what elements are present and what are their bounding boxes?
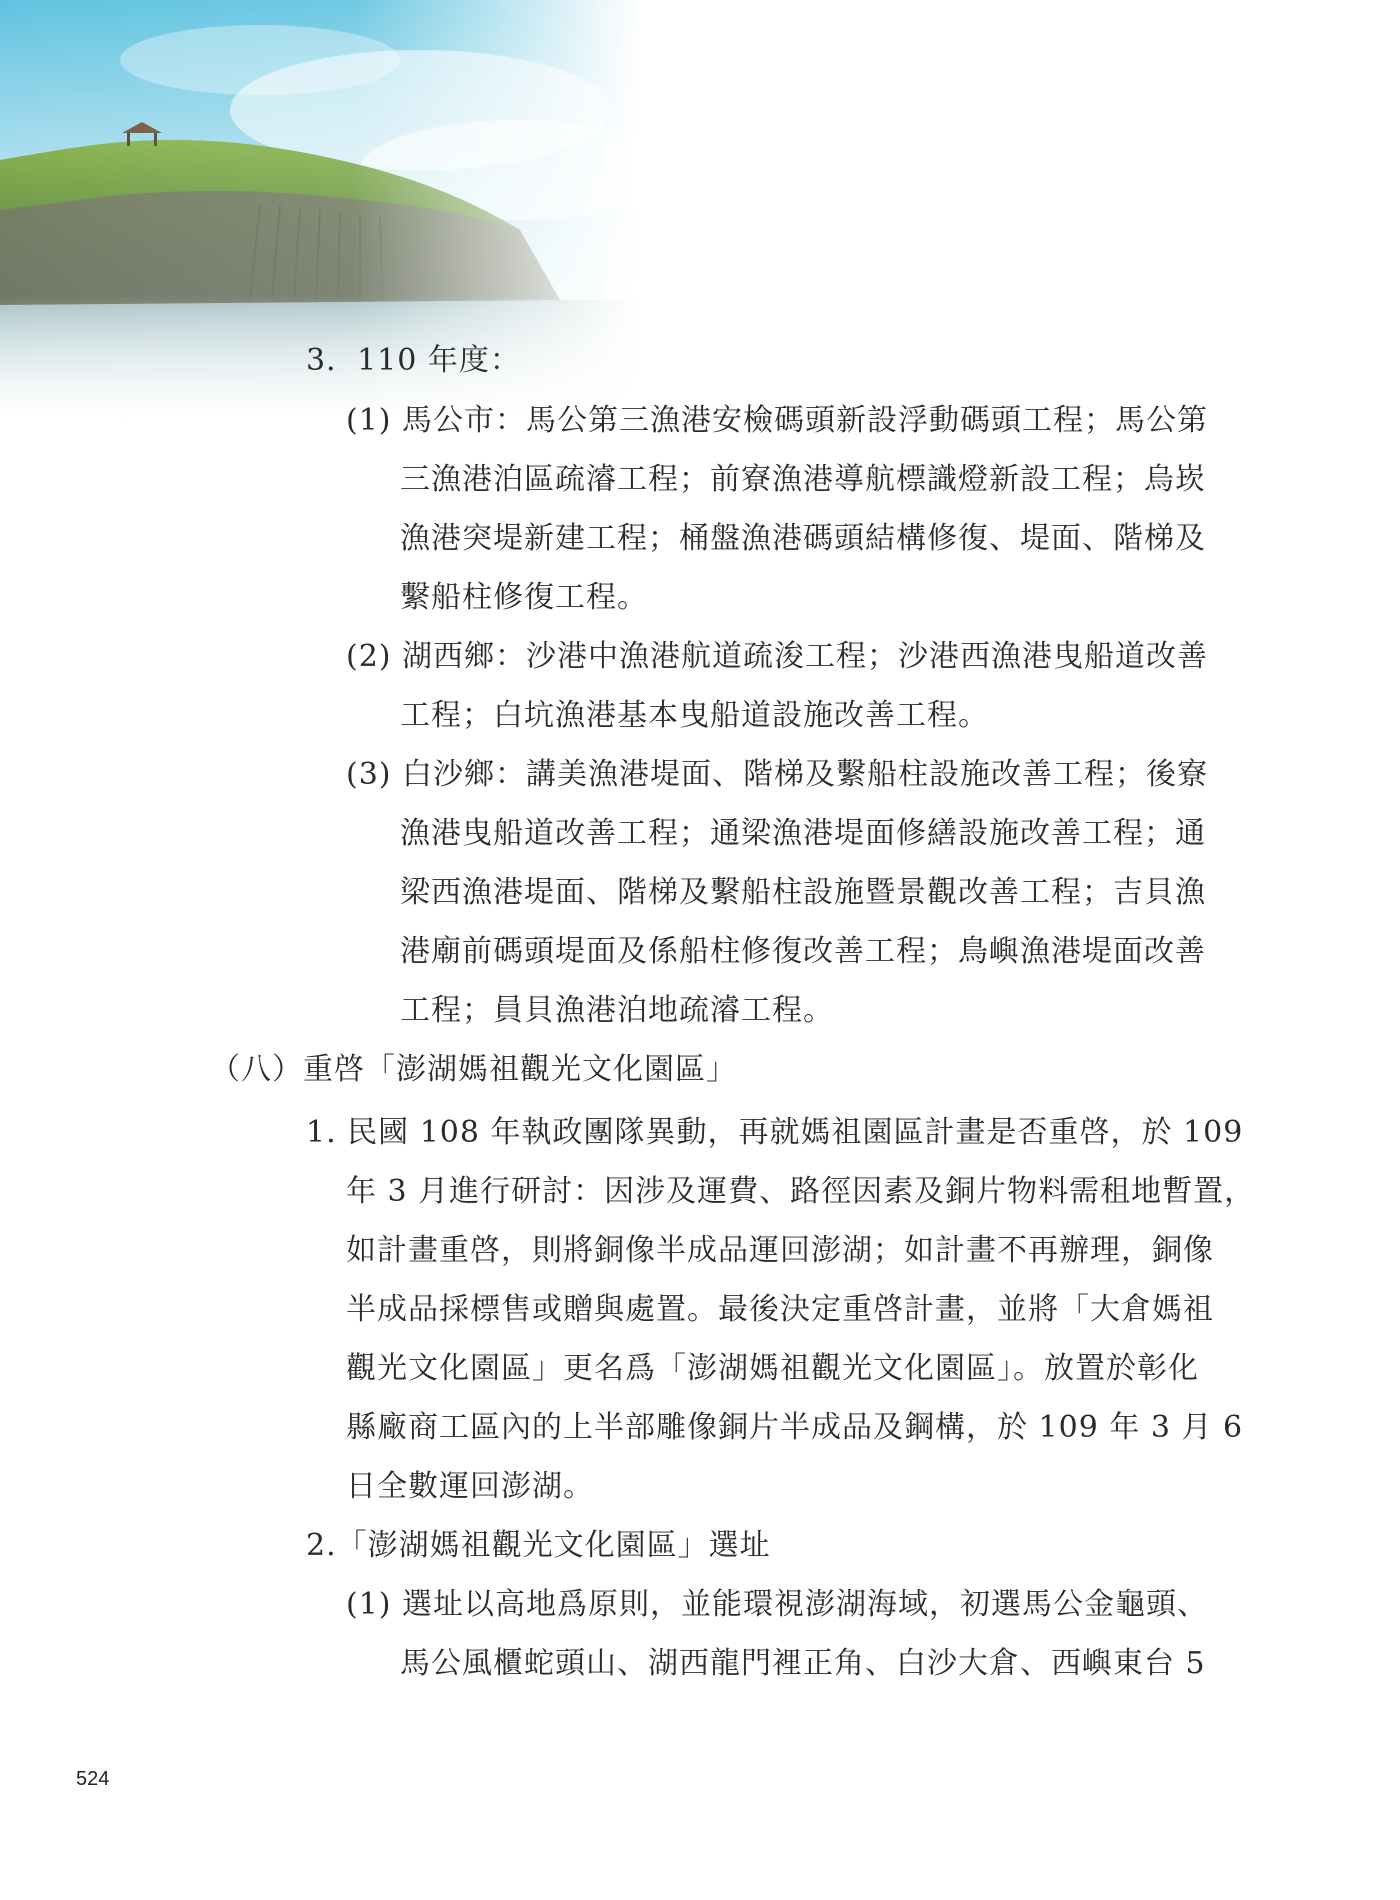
item-3-1-line: (1) 馬公市：馬公第三漁港安檢碼頭新設浮動碼頭工程；馬公第 bbox=[346, 403, 1209, 438]
paragraph-1-line: 縣廠商工區內的上半部雕像銅片半成品及鋼構，於 109 年 3 月 6 bbox=[346, 1410, 1244, 1445]
item-3-1-line: 漁港突堤新建工程；桶盤漁港碼頭結構修復、堤面、階梯及 bbox=[400, 521, 1206, 556]
item-3-3-line: 梁西漁港堤面、階梯及繫船柱設施暨景觀改善工程；吉貝漁 bbox=[400, 875, 1206, 910]
item-3-3-line: 港廟前碼頭堤面及係船柱修復改善工程；鳥嶼漁港堤面改善 bbox=[400, 934, 1206, 969]
paragraph-1-line: 觀光文化園區」更名爲「澎湖媽祖觀光文化園區」。放置於彰化 bbox=[346, 1351, 1199, 1386]
paragraph-1-line: 半成品採標售或贈與處置。最後決定重啓計畫，並將「大倉媽祖 bbox=[346, 1292, 1214, 1327]
item-3-3-line: 工程；員貝漁港泊地疏濬工程。 bbox=[400, 993, 834, 1028]
paragraph-1-line: 日全數運回澎湖。 bbox=[346, 1469, 594, 1504]
paragraph-1-line: 如計畫重啓，則將銅像半成品運回澎湖；如計畫不再辦理，銅像 bbox=[346, 1233, 1214, 1268]
item-3-1-line: 繫船柱修復工程。 bbox=[400, 580, 648, 615]
item-3-2-line: (2) 湖西鄉：沙港中漁港航道疏浚工程；沙港西漁港曳船道改善 bbox=[346, 639, 1209, 674]
paragraph-1-line: 1. 民國 108 年執政團隊異動，再就媽祖園區計畫是否重啓，於 109 bbox=[306, 1115, 1244, 1150]
item-3-3-line: 漁港曳船道改善工程；通梁漁港堤面修繕設施改善工程；通 bbox=[400, 816, 1206, 851]
section-8-heading: （八）重啓「澎湖媽祖觀光文化園區」 bbox=[210, 1052, 737, 1087]
item-3-2-line: 工程；白坑漁港基本曳船道設施改善工程。 bbox=[400, 698, 989, 733]
paragraph-2-heading: 2.「澎湖媽祖觀光文化園區」選址 bbox=[306, 1528, 771, 1563]
item-3-3-line: (3) 白沙鄉：講美漁港堤面、階梯及繫船柱設施改善工程；後寮 bbox=[346, 757, 1209, 792]
item-2-1-line: (1) 選址以高地爲原則，並能環視澎湖海域，初選馬公金龜頭、 bbox=[346, 1587, 1209, 1622]
item-3-1-line: 三漁港泊區疏濬工程；前寮漁港導航標識燈新設工程；烏崁 bbox=[400, 462, 1206, 497]
section-3-heading: 3．110 年度： bbox=[306, 343, 521, 378]
page-number: 524 bbox=[76, 1768, 110, 1790]
item-2-1-line: 馬公風櫃蛇頭山、湖西龍門裡正角、白沙大倉、西嶼東台 5 bbox=[400, 1646, 1206, 1681]
paragraph-1-line: 年 3 月進行研討：因涉及運費、路徑因素及銅片物料需租地暫置， bbox=[346, 1174, 1256, 1209]
